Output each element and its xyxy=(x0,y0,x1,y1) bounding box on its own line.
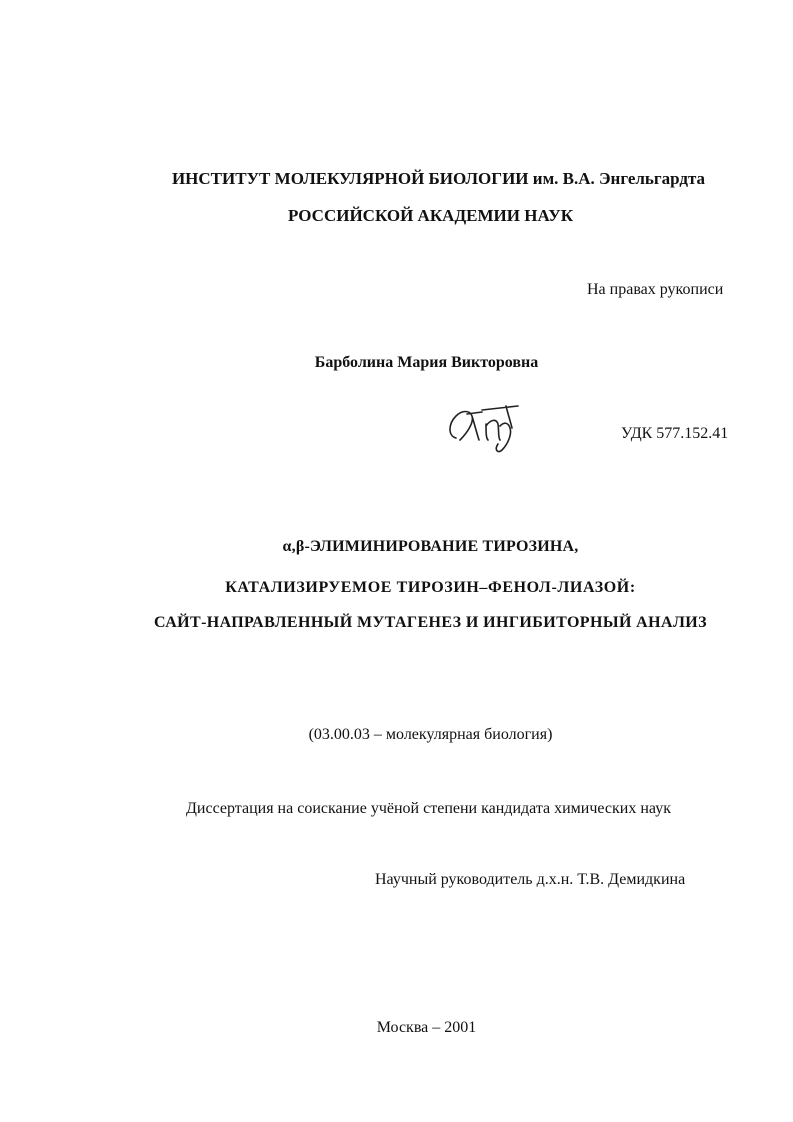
institute-name-line2: РОССИЙСКОЙ АКАДЕМИИ НАУК xyxy=(287,206,574,225)
supervisor: Научный руководитель д.х.н. Т.В. Демидкина xyxy=(375,871,686,888)
thesis-title-line1: α,β-ЭЛИМИНИРОВАНИЕ ТИРОЗИНА, xyxy=(282,538,579,555)
manuscript-note: На правах рукописи xyxy=(587,281,724,298)
signature-image xyxy=(442,398,528,454)
udc-code: УДК 577.152.41 xyxy=(621,425,729,442)
specialty-code: (03.00.03 – молекулярная биология) xyxy=(308,726,553,743)
thesis-title-line2: КАТАЛИЗИРУЕМОЕ ТИРОЗИН–ФЕНОЛ-ЛИАЗОЙ: xyxy=(225,579,636,596)
author-name: Барболина Мария Викторовна xyxy=(314,354,539,371)
degree-statement: Диссертация на соискание учёной степени кандидата химических наук xyxy=(186,800,671,817)
thesis-title-line3: САЙТ-НАПРАВЛЕННЫЙ МУТАГЕНЕЗ И ИНГИБИТОРНЫЙ АНАЛИЗ xyxy=(154,614,707,631)
institute-name-line1: ИНСТИТУТ МОЛЕКУЛЯРНОЙ БИОЛОГИИ им. В.А. Энгельгардта xyxy=(171,169,706,188)
city-year: Москва – 2001 xyxy=(376,1019,477,1036)
